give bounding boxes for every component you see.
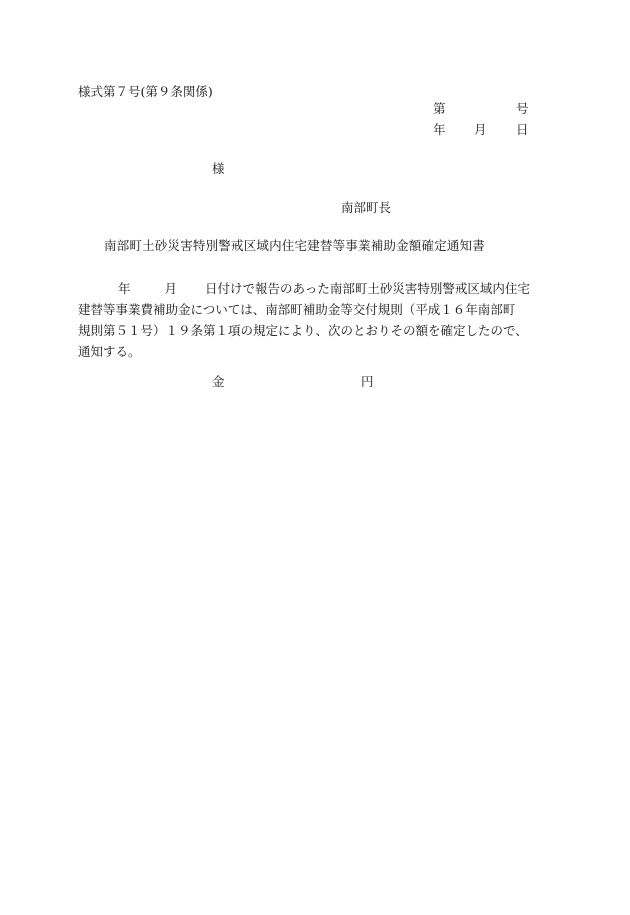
document-title: 南部町土砂災害特別警戒区域内住宅建替等事業補助金額確定通知書: [104, 238, 486, 253]
date-month-label: 月: [474, 122, 487, 137]
issuer-name: 南部町長: [341, 200, 392, 215]
amount-unit: 円: [361, 374, 374, 389]
body-line-4: 通知する。: [78, 344, 141, 359]
notice-body: [78, 278, 538, 362]
date-year-label: 年: [433, 122, 446, 137]
document-number-prefix: 第: [433, 101, 446, 116]
date-day-label: 日: [516, 122, 529, 137]
addressee-honorific: 様: [212, 161, 225, 176]
body-month-label: 月: [164, 281, 178, 296]
amount-prefix: 金: [212, 374, 225, 389]
body-line-1-text: 日付けで報告のあった南部町土砂災害特別警戒区域内住宅: [205, 281, 530, 296]
body-year-label: 年: [118, 281, 131, 296]
body-line-1: [78, 278, 538, 299]
document-number-suffix: 号: [516, 101, 529, 116]
body-line-2: 建替等事業費補助金については、南部町補助金等交付規則（平成１６年南部町: [78, 302, 516, 317]
body-line-3: 規則第５１号）１９条第１項の規定により、次のとおりその額を確定したので、: [78, 323, 528, 338]
form-number-label: 様式第７号(第９条関係): [78, 84, 213, 99]
